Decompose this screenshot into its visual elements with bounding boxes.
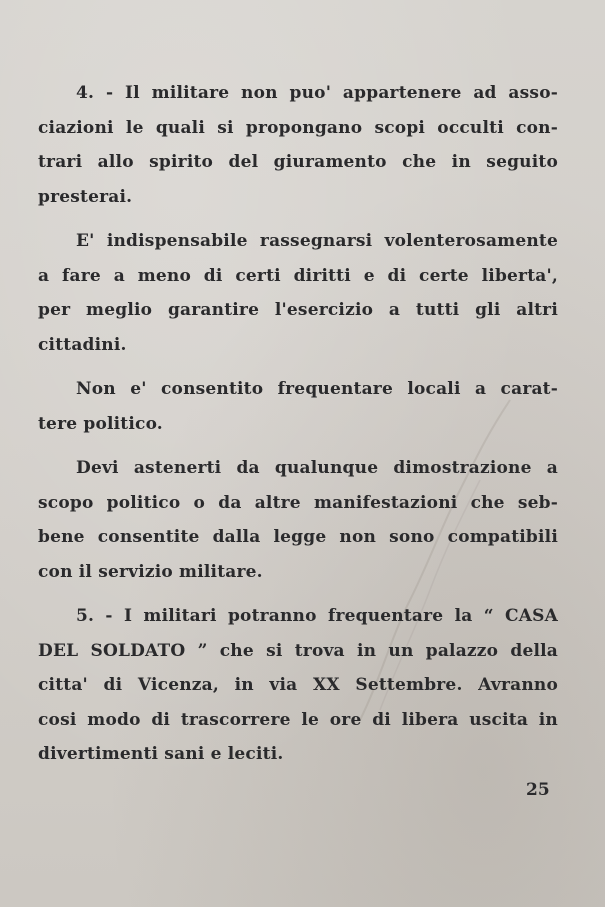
text-line: per meglio garantire l'esercizio a tutti gli altri — [38, 300, 558, 320]
text-line: 4. - Il militare non puo' appartenere ad asso- — [76, 83, 558, 103]
text-line: cosi modo di trascorrere le ore di libera uscita in — [38, 709, 558, 730]
text-line: 5. - I militari potranno frequentare la “ CASA — [76, 606, 558, 626]
text-line: ciazioni le quali si propongano scopi occulti con- — [38, 117, 558, 138]
text-line: con il servizio militare. — [38, 561, 263, 582]
paragraph-political-venues — [38, 372, 558, 441]
paragraph-demonstrations — [38, 451, 558, 589]
text-line: divertimenti sani e leciti. — [38, 744, 284, 764]
text-line: E' indispensabile rassegnarsi volenterosamente — [76, 231, 558, 251]
paragraph-rights — [38, 224, 558, 362]
document-text — [38, 76, 558, 772]
text-line: citta' di Vicenza, in via XX Settembre. Avranno — [38, 675, 558, 695]
text-line: cittadini. — [38, 334, 127, 355]
text-line: DEL SOLDATO ” che si trova in un palazzo della — [38, 640, 558, 661]
paragraph-article-4 — [38, 76, 558, 214]
text-line: presterai. — [38, 186, 133, 207]
text-line: Non e' consentito frequentare locali a carat- — [76, 379, 558, 399]
text-line: bene consentite dalla legge non sono compatibili — [38, 527, 558, 547]
text-line: tere politico. — [38, 413, 163, 434]
text-line: Devi astenerti da qualunque dimostrazione a — [76, 458, 558, 478]
paragraph-article-5 — [38, 599, 558, 772]
text-line: trari allo spirito del giuramento che in seguito — [38, 152, 558, 172]
page-number: 25 — [526, 780, 550, 800]
text-line: a fare a meno di certi diritti e di certe liberta', — [38, 265, 558, 286]
text-line: scopo politico o da altre manifestazioni che seb- — [38, 492, 558, 513]
